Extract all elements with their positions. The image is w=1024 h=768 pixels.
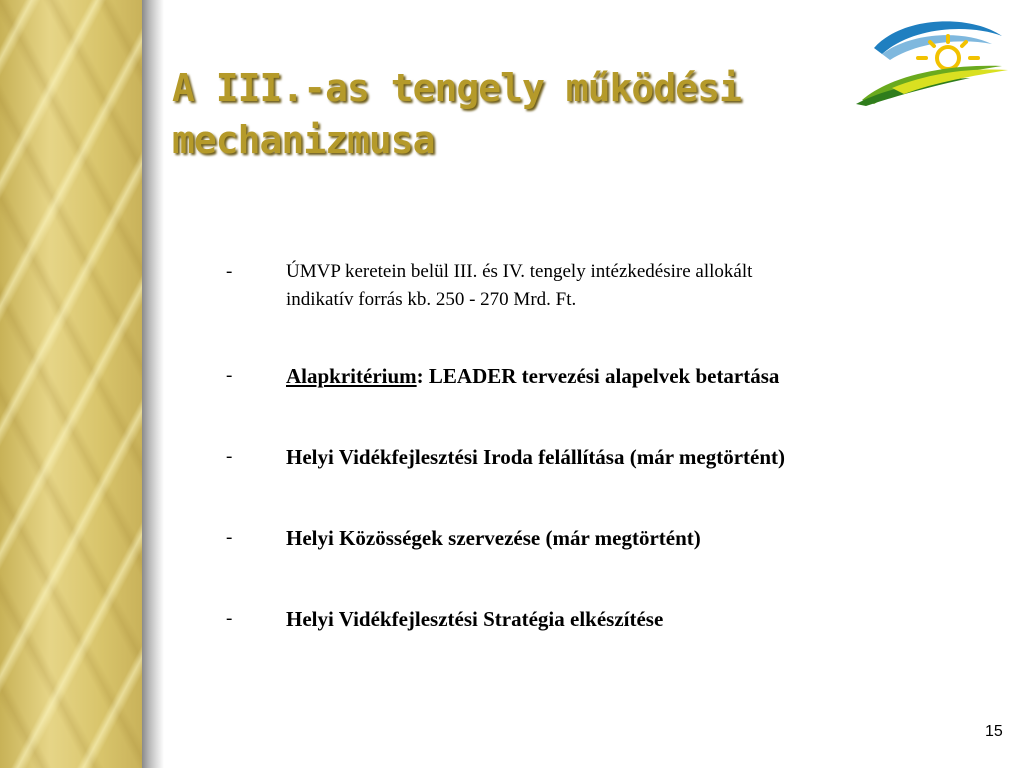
- bullet-marker: -: [226, 608, 233, 629]
- bullet-emphasis: Alapkritérium: [286, 364, 417, 388]
- decorative-gold-sidebar: [0, 0, 142, 768]
- bullet-marker: -: [226, 261, 233, 282]
- sun-landscape-logo-icon: [852, 14, 1012, 106]
- slide-title: [172, 62, 852, 166]
- slide-title-line-1: A III.-as tengely működési: [172, 66, 741, 110]
- bullet-text: Helyi Közösségek szervezése (már megtörtént): [286, 526, 701, 550]
- bullet-item-1: [226, 258, 986, 314]
- bullet-text-line-1: ÚMVP keretein belül III. és IV. tengely intézkedésire allokált: [286, 261, 753, 282]
- bullet-marker: -: [226, 527, 233, 548]
- bullet-list: [226, 258, 986, 686]
- bullet-text: Helyi Vidékfejlesztési Iroda felállítása (már megtörtént): [286, 445, 786, 469]
- bullet-item-3: [226, 443, 986, 471]
- page-number: 15: [985, 723, 1003, 740]
- bullet-text: : LEADER tervezési alapelvek betartása: [416, 364, 780, 388]
- bullet-text: Helyi Vidékfejlesztési Stratégia elkészítése: [286, 607, 664, 631]
- bullet-item-2: [226, 362, 986, 390]
- slide-title-line-2: mechanizmusa: [172, 118, 435, 162]
- bullet-item-5: [226, 605, 986, 633]
- logo-sun: [937, 47, 959, 69]
- bullet-marker: -: [226, 446, 233, 467]
- bullet-marker: -: [226, 365, 233, 386]
- sidebar-shadow: [142, 0, 164, 768]
- bullet-item-4: [226, 524, 986, 552]
- bullet-text-line-2: indikatív forrás kb. 250 - 270 Mrd. Ft.: [286, 289, 577, 310]
